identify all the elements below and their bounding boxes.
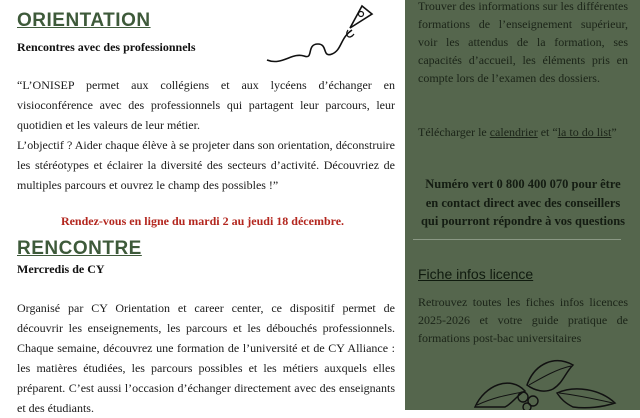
phone-info: Numéro vert 0 800 400 070 pour être en contact direct avec des conseillers qui pourront répondre à vos questions: [420, 177, 626, 228]
sidebar: [405, 0, 640, 410]
orientation-cta: Rendez-vous en ligne du mardi 2 au jeudi 18 décembre.: [60, 214, 345, 228]
orientation-title: ORIENTATION: [17, 10, 151, 31]
calendar-link[interactable]: calendrier: [489, 125, 538, 139]
rencontre-subtitle: Mercredis de CY: [17, 262, 105, 276]
rencontre-paragraph: Organisé par CY Orientation et career center, ce dispositif permet de découvrir les enseignements, les parcours et les débouchés professionnels. Chaque semaine, découvrez une formation de l’université et de CY Alliance : les matières étudiées, les parcours possibles et les métiers auxquels elles préparent. C’est aussi l’occasion d’échanger directement avec des enseignants et des étudiants.: [17, 301, 395, 415]
download-text: [418, 123, 628, 141]
holly-leaves-icon: [465, 345, 635, 410]
download-middle: et “: [537, 125, 558, 139]
orientation-paragraph-1: “L’ONISEP permet aux collégiens et aux lycéens d’échanger en visioconférence avec des professionnels qui partagent leur parcours, leur quotidien et les valeurs de leur métier.: [17, 78, 395, 132]
licence-title-link[interactable]: Fiche infos licence: [418, 266, 534, 282]
download-prefix: Télécharger le: [418, 125, 490, 139]
sidebar-divider: [413, 239, 621, 240]
sidebar-intro: Trouver des informations sur les différentes formations de l’enseignement supérieur, voir les attendus de la formation, ses capacités d’accueil, les éléments pris en compte lors de l’examen des dossiers.: [418, 0, 628, 85]
licence-text: Retrouvez toutes les fiches infos licences 2025-2026 et votre guide pratique de formations post-bac universitaires: [418, 295, 628, 345]
download-suffix: ”: [611, 125, 617, 139]
rencontre-title: RENCONTRE: [17, 238, 142, 259]
rocket-doodle-icon: [262, 0, 382, 70]
todo-list-link[interactable]: la to do list: [557, 125, 612, 139]
orientation-subtitle: Rencontres avec des professionnels: [17, 40, 196, 54]
orientation-paragraph-2: L’objectif ? Aider chaque élève à se projeter dans son orientation, déconstruire les stéréotypes et éclairer la diversité des secteurs d’activité. Découvriez de multiples parcours et ouvrez le champ des possibles !”: [17, 138, 395, 192]
